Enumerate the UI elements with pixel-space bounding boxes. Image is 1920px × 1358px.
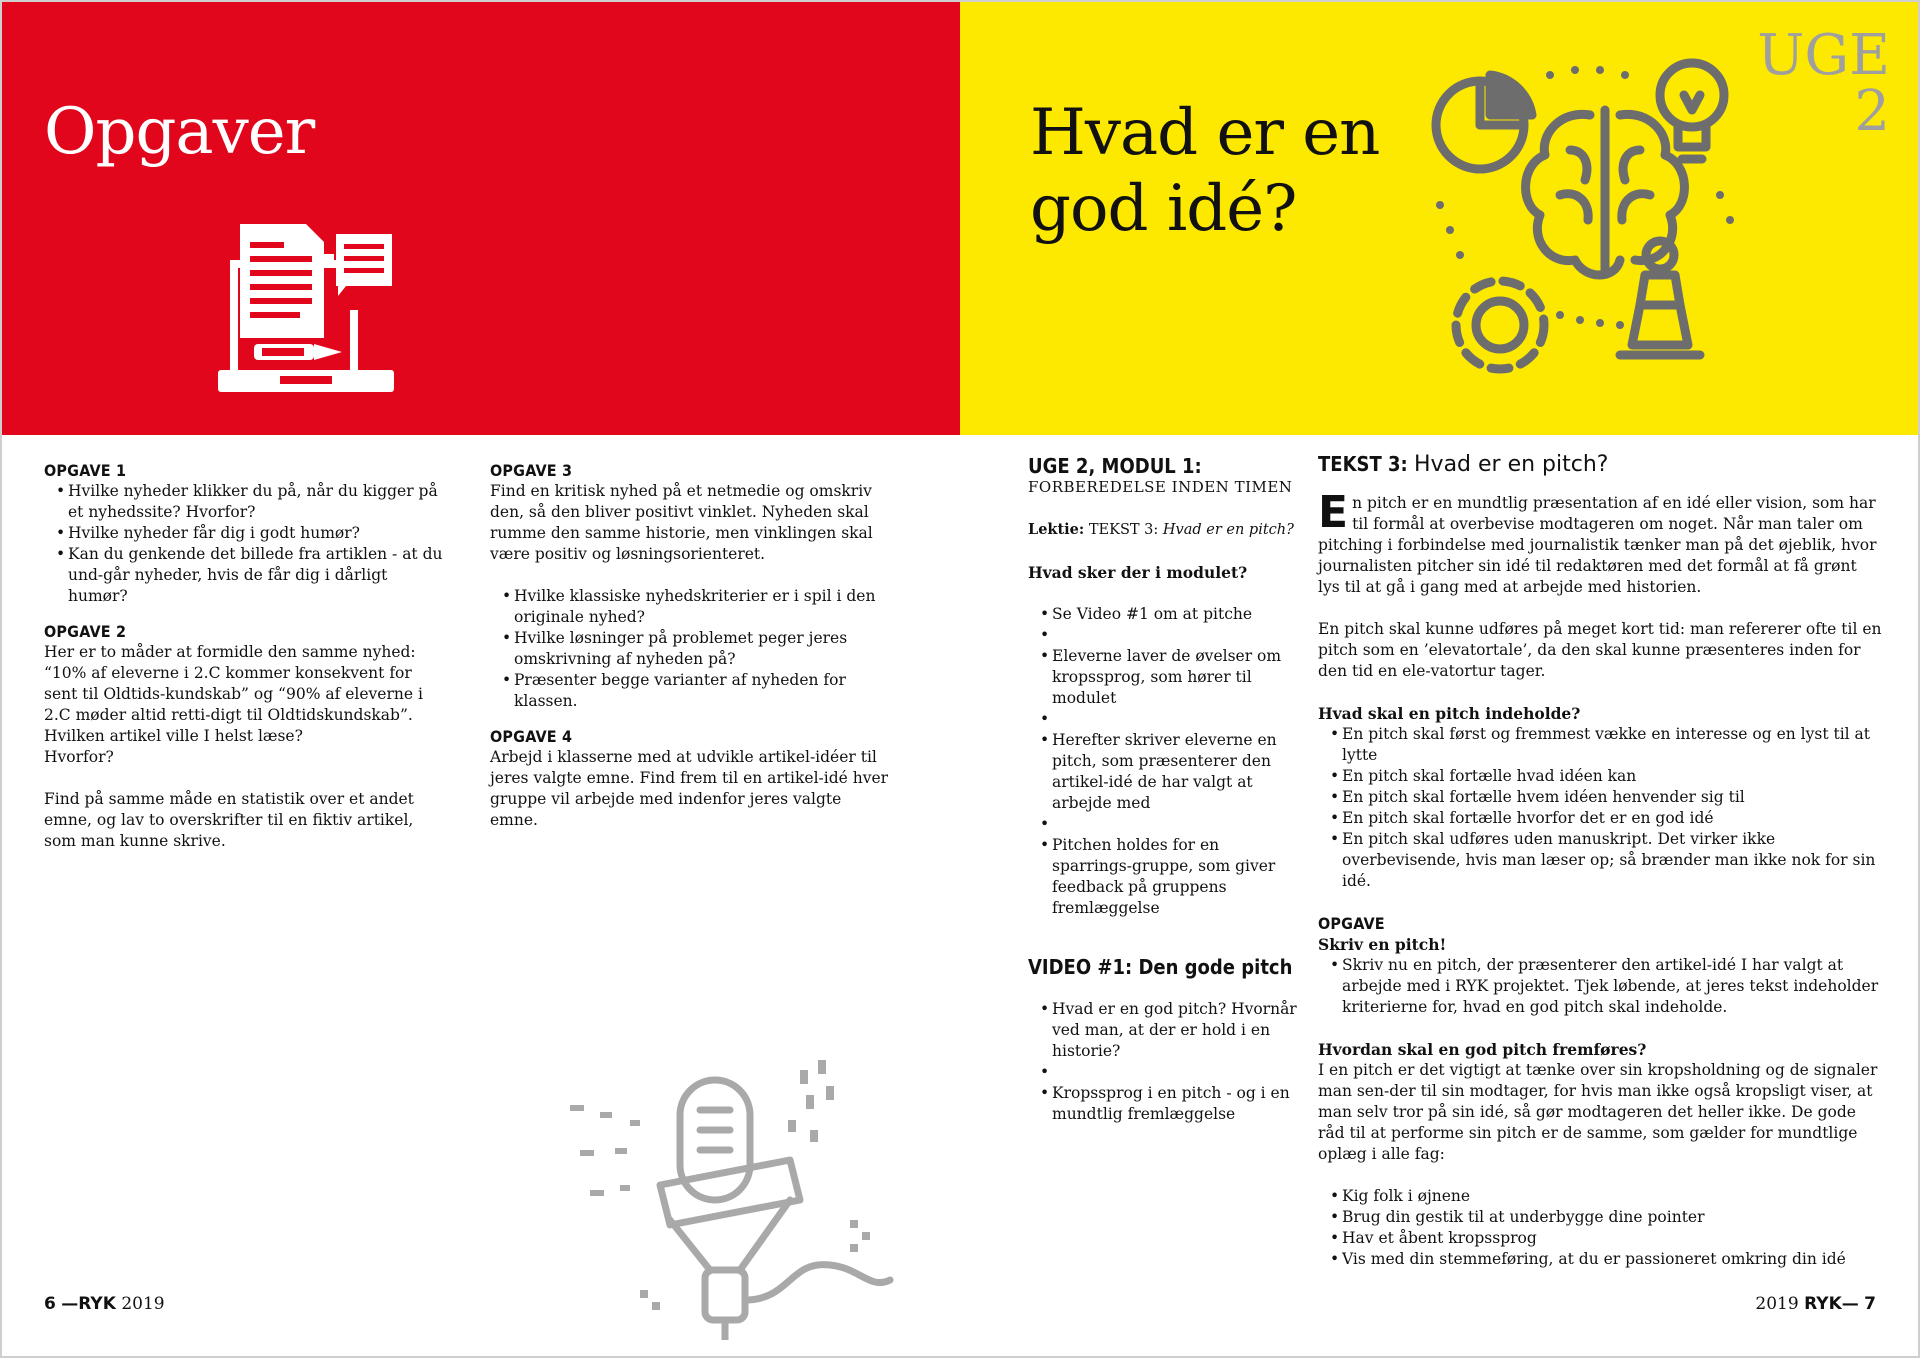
opgave2-heading: OPGAVE 2	[44, 622, 127, 641]
right-year: 2019	[1755, 1294, 1799, 1314]
spacer	[1028, 814, 1298, 835]
list-item: • Præsenter begge varianter af nyheden for klassen.	[490, 670, 890, 712]
left-year: 2019	[121, 1294, 165, 1314]
list-item: • Kan du genkende det billede fra artiklen - at du und-går nyheder, hvis de får dig i dårligt humør?	[44, 544, 444, 607]
microphone-icon	[560, 1040, 940, 1340]
list-item: • Kropssprog i en pitch - og i en mundtlig fremlæggelse	[1028, 1083, 1298, 1125]
opgave3-heading: OPGAVE 3	[490, 461, 573, 480]
list-item: • Vis med din stemmeføring, at du er passioneret omkring din idé	[1318, 1249, 1883, 1270]
week-label: UGE	[1757, 23, 1890, 88]
video-heading: VIDEO #1: Den gode pitch	[1028, 955, 1293, 979]
right-magazine-name: RYK—	[1804, 1294, 1859, 1314]
opgave2-question: Hvilken artikel ville I helst læse?	[44, 727, 303, 745]
sker-heading: Hvad sker der i modulet?	[1028, 563, 1248, 582]
modul-list	[1028, 604, 1298, 919]
opgave1-list	[44, 481, 444, 607]
spacer	[1028, 625, 1298, 646]
left-magazine-name: —RYK	[61, 1294, 116, 1314]
opgave-subheading: Skriv en pitch!	[1318, 935, 1447, 954]
tekst3-heading	[1318, 454, 1883, 475]
spacer	[1028, 709, 1298, 730]
gear-icon	[1456, 281, 1544, 369]
opgave1-heading: OPGAVE 1	[44, 461, 127, 480]
list-item: • Brug din gestik til at underbygge dine pointer	[1318, 1207, 1883, 1228]
list-item: • Hvilke løsninger på problemet peger jeres omskrivning af nyheden på?	[490, 628, 890, 670]
opgave2-paragraph: Her er to måder at formidle den samme nyhed: “10% af eleverne i 2.C kommer konsekvent for sent til Oldtids-kundskab” og “90% af eleverne i 2.C møder altid retti-digt til Oldtidskundskab”.	[44, 643, 423, 724]
tekst3-p2: En pitch skal kunne udføres på meget kort tid: man refererer ofte til en pitch som en ’elevatortale’, da den skal kunne præsenteres inden for den tid en ele-vatortur tager.	[1318, 620, 1882, 680]
list-item: • Skriv nu en pitch, der præsenterer den artikel-idé I har valgt at arbejde med i RYK projektet. Tjek løbende, at jeres tekst indeholder kriterierne for, hvad en god pitch skal indeholde.	[1318, 955, 1883, 1018]
list-item: • Herefter skriver eleverne en pitch, som præsenterer den artikel-idé de har valgt at arbejde med	[1028, 730, 1298, 814]
list-item: • Hvilke nyheder klikker du på, når du kigger på et nyhedssite? Hvorfor?	[44, 481, 444, 523]
list-item: • En pitch skal fortælle hvad idéen kan	[1318, 766, 1883, 787]
list-item: • Kig folk i øjnene	[1318, 1186, 1883, 1207]
list-item: • Pitchen holdes for en sparrings-gruppe, som giver feedback på gruppens fremlæggelse	[1028, 835, 1298, 919]
week-marker	[1757, 23, 1890, 144]
title-line-1: Hvad er en	[1030, 96, 1380, 170]
tekst3-heading-bold: TEKST 3:	[1318, 452, 1408, 476]
list-item: • Hvilke nyheder får dig i godt humør?	[44, 523, 444, 544]
opgave3-paragraph: Find en kritisk nyhed på et netmedie og omskriv den, så den bliver positivt vinklet. Nyheden skal rumme den samme historie, men vinklingen skal være positiv og løsningsorienteret.	[490, 482, 873, 563]
title-line-2: god idé?	[1030, 172, 1297, 246]
opgave2-task: Find på samme måde en statistik over et andet emne, og lav to overskrifter til en fiktiv artikel, som man kunne skrive.	[44, 790, 414, 850]
opgave-heading: OPGAVE	[1318, 914, 1385, 933]
indhold-heading: Hvad skal en pitch indeholde?	[1318, 704, 1581, 723]
opgave2-why: Hvorfor?	[44, 748, 114, 766]
dropcap: E	[1318, 487, 1349, 538]
lektie-line	[1028, 519, 1298, 541]
left-column-1	[44, 460, 444, 852]
opgave3-list	[490, 586, 890, 712]
right-footer	[1755, 1294, 1876, 1314]
lektie-title: Hvad er en pitch?	[1162, 522, 1294, 538]
pie-chart-icon	[1436, 75, 1532, 169]
week-number: 2	[1854, 79, 1890, 144]
right-page-title	[1030, 95, 1450, 247]
tekst3-heading-light: Hvad er en pitch?	[1414, 452, 1609, 477]
left-header-band	[2, 2, 960, 435]
list-item: • Se Video #1 om at pitche	[1028, 604, 1298, 625]
left-page-title: Opgaver	[44, 95, 315, 169]
opgave-list	[1318, 955, 1883, 1018]
fremfoeres-heading: Hvordan skal en god pitch fremføres?	[1318, 1040, 1647, 1059]
video-list	[1028, 999, 1298, 1125]
list-item: • En pitch skal først og fremmest vække en interesse og en lyst til at lytte	[1318, 724, 1883, 766]
list-item: • Hvad er en god pitch? Hvornår ved man, at der er hold i en historie?	[1028, 999, 1298, 1062]
left-footer	[44, 1294, 165, 1314]
right-column-2	[1318, 454, 1883, 1270]
modul-subheading: FORBEREDELSE INDEN TIMEN	[1028, 478, 1293, 496]
tekst3-p1: n pitch er en mundtlig præsentation af en idé eller vision, som har til formål at overbevise modtageren om noget. Når man taler om pitching i forbindelse med journalistik tænker man på det øjeblik, hvor journalisten pitcher sin idé til redaktøren med det formål at få grønt lys til at gå i gang med at arbejde med historien.	[1318, 494, 1877, 596]
lektie-label: Lektie:	[1028, 521, 1085, 538]
tekst3-intro	[1318, 487, 1883, 598]
modul-heading: UGE 2, MODUL 1:	[1028, 454, 1202, 478]
indhold-list	[1318, 724, 1883, 892]
laptop-document-icon	[218, 220, 398, 396]
raad-list	[1318, 1186, 1883, 1270]
opgave4-heading: OPGAVE 4	[490, 727, 573, 746]
fremfoeres-paragraph: I en pitch er det vigtigt at tænke over sin kropsholdning og de signaler man sen-der til sin modtager, for hvis man ikke også kropsligt viser, at man selv tror på sin idé, så gør modtageren det heller ikke. De gode råd til at performe sin pitch er de samme, som gælder for mundtlige oplæg i alle fag:	[1318, 1061, 1878, 1163]
list-item: • En pitch skal fortælle hvem idéen henvender sig til	[1318, 787, 1883, 808]
left-column-2	[490, 460, 890, 831]
spacer	[1028, 1062, 1298, 1083]
left-page-number: 6	[44, 1294, 56, 1314]
brain-icon	[1526, 110, 1685, 275]
idea-brain-icon-cluster	[1420, 55, 1760, 385]
list-item: • Hvilke klassiske nyhedskriterier er i spil i den originale nyhed?	[490, 586, 890, 628]
list-item: • Hav et åbent kropssprog	[1318, 1228, 1883, 1249]
right-column-1	[1028, 456, 1298, 1125]
opgave4-paragraph: Arbejd i klasserne med at udvikle artikel-idéer til jeres valgte emne. Find frem til en artikel-idé hver gruppe vil arbejde med indenfor jeres valgte emne.	[490, 748, 889, 829]
list-item: • Eleverne laver de øvelser om kropssprog, som hører til modulet	[1028, 646, 1298, 709]
list-item: • En pitch skal fortælle hvorfor det er en god idé	[1318, 808, 1883, 829]
list-item: • En pitch skal udføres uden manuskript. Det virker ikke overbevisende, hvis man læser op; så brænder man ikke nok for sin idé.	[1318, 829, 1883, 892]
lektie-text: TEKST 3:	[1088, 522, 1159, 538]
right-page-number: 7	[1864, 1294, 1876, 1314]
